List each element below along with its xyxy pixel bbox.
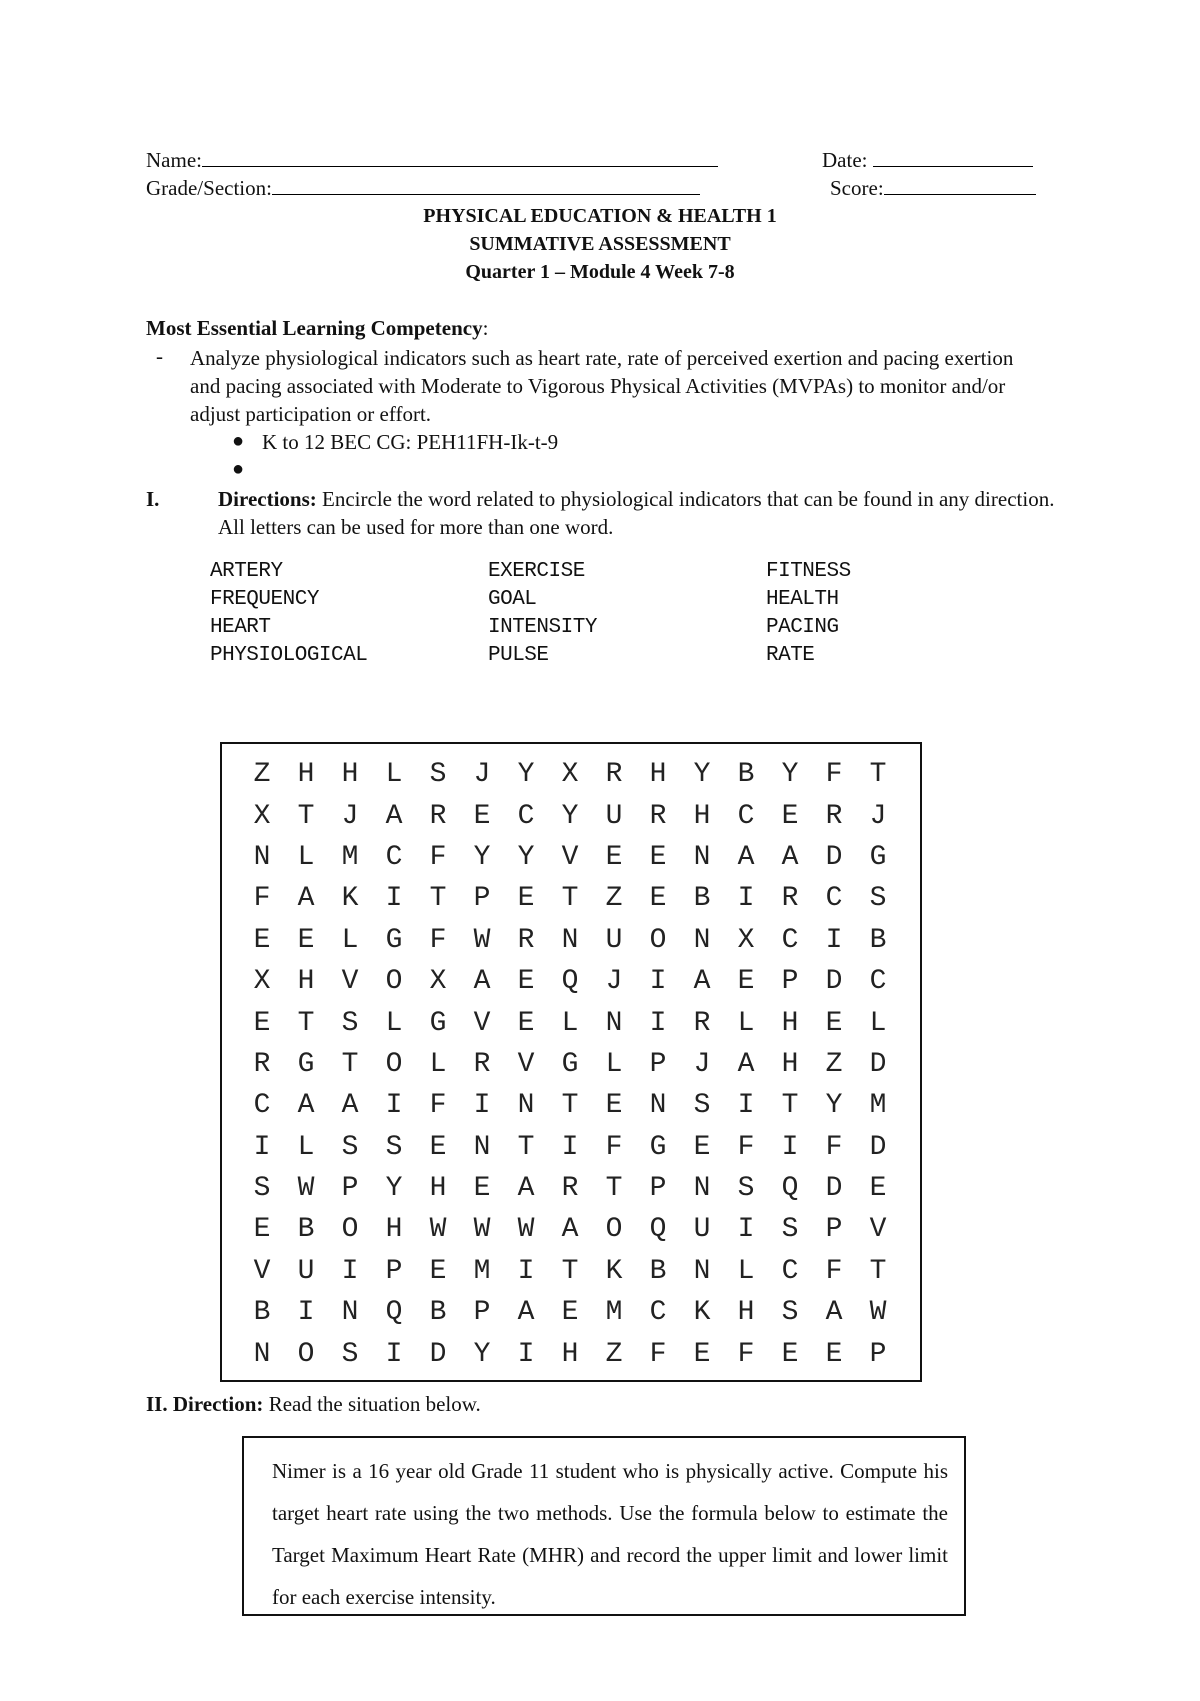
melc-heading-text: Most Essential Learning Competency bbox=[146, 316, 483, 340]
grid-letter[interactable]: E bbox=[605, 841, 623, 873]
word-item: FREQUENCY bbox=[210, 588, 319, 611]
date-label: Date: bbox=[822, 148, 868, 172]
grid-letter[interactable]: T bbox=[561, 883, 579, 915]
grid-letter[interactable]: N bbox=[649, 1090, 667, 1122]
grid-letter[interactable]: S bbox=[341, 1007, 359, 1039]
grid-letter[interactable]: C bbox=[517, 800, 535, 832]
situation-text: Nimer is a 16 year old Grade 11 student who is physically active. Compute his target heart rate using the two methods. Use the formula below to estimate the Target Maximum Heart Rate (MHR) and record the upper limit and lower limit for each exercise intensity. bbox=[272, 1459, 948, 1609]
grid-letter[interactable]: D bbox=[869, 1131, 887, 1163]
grid-letter[interactable]: O bbox=[385, 966, 403, 998]
grid-letter[interactable]: S bbox=[253, 1173, 271, 1205]
grid-row bbox=[240, 795, 900, 836]
grid-letter[interactable]: Y bbox=[517, 759, 535, 791]
grid-letter[interactable]: W bbox=[517, 1214, 535, 1246]
date-blank[interactable] bbox=[873, 146, 1033, 167]
grid-letter[interactable]: V bbox=[561, 841, 579, 873]
grid-letter[interactable]: T bbox=[869, 1255, 887, 1287]
grid-letter[interactable]: N bbox=[253, 1338, 271, 1370]
grid-letter[interactable]: J bbox=[869, 800, 887, 832]
grid-letter[interactable]: C bbox=[253, 1090, 271, 1122]
grid-letter[interactable]: E bbox=[517, 966, 535, 998]
grid-letter[interactable]: T bbox=[341, 1048, 359, 1080]
grid-letter[interactable]: H bbox=[561, 1338, 579, 1370]
grid-letter[interactable]: E bbox=[253, 1007, 271, 1039]
grid-letter[interactable]: H bbox=[649, 759, 667, 791]
name-blank[interactable] bbox=[202, 146, 718, 167]
grid-letter[interactable]: X bbox=[253, 800, 271, 832]
word-item: INTENSITY bbox=[488, 616, 597, 639]
grid-letter[interactable]: S bbox=[429, 759, 447, 791]
part1-directions-label: Directions: bbox=[218, 487, 317, 511]
grid-letter[interactable]: A bbox=[341, 1090, 359, 1122]
part1-directions bbox=[218, 485, 1058, 541]
grid-letter[interactable]: L bbox=[385, 759, 403, 791]
grid-row bbox=[240, 1292, 900, 1333]
grid-letter[interactable]: H bbox=[693, 800, 711, 832]
grid-letter[interactable]: J bbox=[341, 800, 359, 832]
grid-letter[interactable]: A bbox=[561, 1214, 579, 1246]
grid-letter[interactable]: E bbox=[737, 966, 755, 998]
part2-label: II. Direction: bbox=[146, 1392, 264, 1416]
grid-letter[interactable]: E bbox=[253, 924, 271, 956]
grid-letter[interactable]: I bbox=[517, 1338, 535, 1370]
grid-letter[interactable]: R bbox=[825, 800, 843, 832]
grid-letter[interactable]: T bbox=[297, 1007, 315, 1039]
word-item: PULSE bbox=[488, 644, 549, 667]
grid-row bbox=[240, 1333, 900, 1374]
grid-letter[interactable]: S bbox=[341, 1338, 359, 1370]
grid-letter[interactable]: P bbox=[473, 1297, 491, 1329]
score-blank[interactable] bbox=[884, 174, 1036, 195]
grid-letter[interactable]: E bbox=[825, 1007, 843, 1039]
word-list-col3 bbox=[766, 558, 851, 670]
grid-letter[interactable]: S bbox=[737, 1173, 755, 1205]
grid-letter[interactable]: Z bbox=[605, 1338, 623, 1370]
melc-heading bbox=[146, 316, 488, 341]
grid-letter[interactable]: J bbox=[693, 1048, 711, 1080]
grid-letter[interactable]: B bbox=[297, 1214, 315, 1246]
grid-letter[interactable]: X bbox=[737, 924, 755, 956]
grid-letter[interactable]: L bbox=[385, 1007, 403, 1039]
grid-letter[interactable]: R bbox=[429, 800, 447, 832]
grid-letter[interactable]: N bbox=[693, 1255, 711, 1287]
grid-letter[interactable]: E bbox=[649, 883, 667, 915]
grid-letter[interactable]: U bbox=[297, 1255, 315, 1287]
grid-row bbox=[240, 1085, 900, 1126]
grid-letter[interactable]: O bbox=[341, 1214, 359, 1246]
grid-letter[interactable]: A bbox=[517, 1173, 535, 1205]
grid-letter[interactable]: E bbox=[869, 1173, 887, 1205]
grid-letter[interactable]: T bbox=[869, 759, 887, 791]
grid-letter[interactable]: Y bbox=[473, 1338, 491, 1370]
grid-letter[interactable]: Y bbox=[517, 841, 535, 873]
grid-letter[interactable]: B bbox=[869, 924, 887, 956]
part2-direction bbox=[146, 1392, 481, 1417]
grid-letter[interactable]: X bbox=[561, 759, 579, 791]
grid-letter[interactable]: N bbox=[693, 1173, 711, 1205]
grid-letter[interactable]: J bbox=[473, 759, 491, 791]
part1-directions-text: Encircle the word related to physiological indicators that can be found in any direction. All letters can be used for more than one word. bbox=[218, 487, 1055, 539]
grid-letter[interactable]: S bbox=[781, 1214, 799, 1246]
grid-letter[interactable]: L bbox=[869, 1007, 887, 1039]
grid-letter[interactable]: O bbox=[385, 1048, 403, 1080]
grid-letter[interactable]: U bbox=[605, 800, 623, 832]
grid-letter[interactable]: T bbox=[561, 1255, 579, 1287]
grid-letter[interactable]: P bbox=[473, 883, 491, 915]
grid-letter[interactable]: P bbox=[385, 1255, 403, 1287]
grid-row bbox=[240, 878, 900, 919]
grid-letter[interactable]: R bbox=[605, 759, 623, 791]
grid-letter[interactable]: E bbox=[429, 1255, 447, 1287]
grid-letter[interactable]: L bbox=[737, 1255, 755, 1287]
situation-box bbox=[242, 1436, 966, 1616]
word-item: ARTERY bbox=[210, 560, 283, 583]
grid-letter[interactable]: A bbox=[297, 883, 315, 915]
grid-letter[interactable]: L bbox=[605, 1048, 623, 1080]
grid-letter[interactable]: F bbox=[429, 1090, 447, 1122]
melc-code: K to 12 BEC CG: PEH11FH-Ik-t-9 bbox=[262, 430, 559, 454]
grid-row bbox=[240, 920, 900, 961]
grid-letter[interactable]: Z bbox=[253, 759, 271, 791]
grid-letter[interactable]: C bbox=[649, 1297, 667, 1329]
grid-letter[interactable]: W bbox=[297, 1173, 315, 1205]
grid-letter[interactable]: G bbox=[385, 924, 403, 956]
grid-row bbox=[240, 1002, 900, 1043]
grid-letter[interactable]: C bbox=[869, 966, 887, 998]
grid-letter[interactable]: S bbox=[693, 1090, 711, 1122]
grid-letter[interactable]: T bbox=[517, 1131, 535, 1163]
word-item: PACING bbox=[766, 616, 839, 639]
grid-letter[interactable]: F bbox=[737, 1338, 755, 1370]
grid-letter[interactable]: F bbox=[825, 1255, 843, 1287]
grid-letter[interactable]: S bbox=[869, 883, 887, 915]
grid-letter[interactable]: P bbox=[869, 1338, 887, 1370]
grid-letter[interactable]: N bbox=[561, 924, 579, 956]
grid-letter[interactable]: F bbox=[253, 883, 271, 915]
grid-letter[interactable]: Y bbox=[561, 800, 579, 832]
grid-letter[interactable]: H bbox=[429, 1173, 447, 1205]
grid-letter[interactable]: X bbox=[429, 966, 447, 998]
grid-letter[interactable]: I bbox=[253, 1131, 271, 1163]
grid-row bbox=[240, 1209, 900, 1250]
grid-letter[interactable]: B bbox=[737, 759, 755, 791]
grid-letter[interactable]: V bbox=[869, 1214, 887, 1246]
grid-letter[interactable]: A bbox=[737, 841, 755, 873]
grid-letter[interactable]: P bbox=[781, 966, 799, 998]
grid-letter[interactable]: K bbox=[693, 1297, 711, 1329]
grid-letter[interactable]: E bbox=[649, 841, 667, 873]
grid-letter[interactable]: F bbox=[605, 1131, 623, 1163]
grid-letter[interactable]: I bbox=[385, 883, 403, 915]
grid-letter[interactable]: S bbox=[385, 1131, 403, 1163]
part1-number: I. bbox=[146, 487, 160, 511]
grid-letter[interactable]: E bbox=[297, 924, 315, 956]
grade-section-blank[interactable] bbox=[272, 174, 700, 195]
grid-letter[interactable]: F bbox=[429, 841, 447, 873]
grid-letter[interactable]: H bbox=[297, 966, 315, 998]
melc-dash: - bbox=[156, 344, 163, 368]
grid-letter[interactable]: G bbox=[561, 1048, 579, 1080]
grid-row bbox=[240, 961, 900, 1002]
grid-letter[interactable]: M bbox=[605, 1297, 623, 1329]
grid-letter[interactable]: T bbox=[781, 1090, 799, 1122]
grid-letter[interactable]: W bbox=[429, 1214, 447, 1246]
grid-letter[interactable]: D bbox=[869, 1048, 887, 1080]
grid-letter[interactable]: F bbox=[429, 924, 447, 956]
name-field[interactable] bbox=[146, 146, 718, 173]
grid-letter[interactable]: E bbox=[429, 1131, 447, 1163]
grid-letter[interactable]: V bbox=[473, 1007, 491, 1039]
grid-letter[interactable]: P bbox=[649, 1173, 667, 1205]
grid-letter[interactable]: C bbox=[781, 924, 799, 956]
grid-letter[interactable]: S bbox=[341, 1131, 359, 1163]
grid-letter[interactable]: I bbox=[341, 1255, 359, 1287]
grid-letter[interactable]: S bbox=[781, 1297, 799, 1329]
grid-letter[interactable]: F bbox=[649, 1338, 667, 1370]
word-list-col2 bbox=[488, 558, 597, 670]
title-assessment: SUMMATIVE ASSESSMENT bbox=[469, 233, 731, 255]
grid-letter[interactable]: X bbox=[253, 966, 271, 998]
grid-letter[interactable]: P bbox=[825, 1214, 843, 1246]
word-item: HEART bbox=[210, 616, 271, 639]
grid-letter[interactable]: L bbox=[341, 924, 359, 956]
grid-letter[interactable]: L bbox=[429, 1048, 447, 1080]
grid-letter[interactable]: A bbox=[825, 1297, 843, 1329]
grid-letter[interactable]: E bbox=[517, 1007, 535, 1039]
grid-letter[interactable]: U bbox=[693, 1214, 711, 1246]
grid-letter[interactable]: I bbox=[473, 1090, 491, 1122]
bullet-icon-2: ● bbox=[232, 458, 245, 480]
grid-letter[interactable]: C bbox=[737, 800, 755, 832]
grid-letter[interactable]: Z bbox=[605, 883, 623, 915]
grid-letter[interactable]: E bbox=[781, 1338, 799, 1370]
grid-letter[interactable]: H bbox=[341, 759, 359, 791]
grid-letter[interactable]: Q bbox=[385, 1297, 403, 1329]
grid-letter[interactable]: I bbox=[649, 1007, 667, 1039]
grid-letter[interactable]: T bbox=[429, 883, 447, 915]
grid-letter[interactable]: K bbox=[341, 883, 359, 915]
grid-letter[interactable]: N bbox=[693, 924, 711, 956]
grid-letter[interactable]: I bbox=[385, 1338, 403, 1370]
grid-letter[interactable]: Q bbox=[781, 1173, 799, 1205]
word-item: RATE bbox=[766, 644, 815, 667]
grid-letter[interactable]: A bbox=[737, 1048, 755, 1080]
grid-letter[interactable]: A bbox=[693, 966, 711, 998]
grid-letter[interactable]: E bbox=[825, 1338, 843, 1370]
grid-letter[interactable]: F bbox=[737, 1131, 755, 1163]
grid-letter[interactable]: N bbox=[693, 841, 711, 873]
grid-letter[interactable]: T bbox=[605, 1173, 623, 1205]
grid-letter[interactable]: R bbox=[649, 800, 667, 832]
grid-letter[interactable]: N bbox=[341, 1297, 359, 1329]
grid-letter[interactable]: D bbox=[825, 841, 843, 873]
grid-letter[interactable]: T bbox=[561, 1090, 579, 1122]
score-label: Score: bbox=[830, 176, 884, 200]
grid-letter[interactable]: E bbox=[473, 1173, 491, 1205]
grid-row bbox=[240, 1044, 900, 1085]
grid-letter[interactable]: E bbox=[473, 800, 491, 832]
grid-letter[interactable]: H bbox=[781, 1007, 799, 1039]
grid-letter[interactable]: W bbox=[473, 924, 491, 956]
grid-letter[interactable]: E bbox=[781, 800, 799, 832]
grid-letter[interactable]: H bbox=[297, 759, 315, 791]
grid-letter[interactable]: P bbox=[649, 1048, 667, 1080]
grid-letter[interactable]: Y bbox=[473, 841, 491, 873]
grid-letter[interactable]: R bbox=[693, 1007, 711, 1039]
grid-letter[interactable]: N bbox=[517, 1090, 535, 1122]
grid-letter[interactable]: B bbox=[693, 883, 711, 915]
grid-letter[interactable]: I bbox=[385, 1090, 403, 1122]
grid-row bbox=[240, 1251, 900, 1292]
grid-letter[interactable]: L bbox=[297, 1131, 315, 1163]
grid-letter[interactable]: I bbox=[649, 966, 667, 998]
melc-heading-colon: : bbox=[482, 316, 489, 340]
grid-letter[interactable]: E bbox=[253, 1214, 271, 1246]
grid-letter[interactable]: Z bbox=[825, 1048, 843, 1080]
grid-letter[interactable]: N bbox=[473, 1131, 491, 1163]
grid-letter[interactable]: I bbox=[517, 1255, 535, 1287]
word-search-grid bbox=[240, 754, 900, 1375]
grid-letter[interactable]: J bbox=[605, 966, 623, 998]
grid-row bbox=[240, 1168, 900, 1209]
grid-letter[interactable]: O bbox=[649, 924, 667, 956]
grid-letter[interactable]: I bbox=[737, 1090, 755, 1122]
grid-letter[interactable]: M bbox=[473, 1255, 491, 1287]
word-item: EXERCISE bbox=[488, 560, 585, 583]
grid-letter[interactable]: Y bbox=[385, 1173, 403, 1205]
grid-letter[interactable]: R bbox=[781, 883, 799, 915]
grid-letter[interactable]: C bbox=[781, 1255, 799, 1287]
grid-letter[interactable]: C bbox=[385, 841, 403, 873]
word-item: HEALTH bbox=[766, 588, 839, 611]
grid-letter[interactable]: E bbox=[605, 1090, 623, 1122]
word-item: GOAL bbox=[488, 588, 537, 611]
grid-letter[interactable]: L bbox=[737, 1007, 755, 1039]
grid-letter[interactable]: W bbox=[473, 1214, 491, 1246]
grid-letter[interactable]: N bbox=[605, 1007, 623, 1039]
grid-letter[interactable]: P bbox=[341, 1173, 359, 1205]
grid-letter[interactable]: N bbox=[253, 841, 271, 873]
word-item: FITNESS bbox=[766, 560, 851, 583]
title-quarter: Quarter 1 – Module 4 Week 7-8 bbox=[465, 261, 735, 283]
grid-letter[interactable]: Y bbox=[693, 759, 711, 791]
grid-letter[interactable]: R bbox=[561, 1173, 579, 1205]
grid-letter[interactable]: F bbox=[825, 1131, 843, 1163]
grid-letter[interactable]: V bbox=[517, 1048, 535, 1080]
grid-letter[interactable]: A bbox=[517, 1297, 535, 1329]
grid-letter[interactable]: O bbox=[605, 1214, 623, 1246]
grid-letter[interactable]: G bbox=[429, 1007, 447, 1039]
grid-letter[interactable]: R bbox=[253, 1048, 271, 1080]
grid-letter[interactable]: B bbox=[429, 1297, 447, 1329]
grid-letter[interactable]: Y bbox=[825, 1090, 843, 1122]
name-label: Name: bbox=[146, 148, 202, 172]
grid-letter[interactable]: Q bbox=[561, 966, 579, 998]
grid-letter[interactable]: L bbox=[561, 1007, 579, 1039]
grid-letter[interactable]: K bbox=[605, 1255, 623, 1287]
grid-letter[interactable]: O bbox=[297, 1338, 315, 1370]
grid-letter[interactable]: R bbox=[473, 1048, 491, 1080]
title-subject: PHYSICAL EDUCATION & HEALTH 1 bbox=[423, 205, 777, 227]
score-field[interactable] bbox=[830, 174, 1036, 201]
bullet-icon-1: ● bbox=[232, 430, 245, 452]
grid-letter[interactable]: L bbox=[297, 841, 315, 873]
word-item: PHYSIOLOGICAL bbox=[210, 644, 368, 667]
part2-text: Read the situation below. bbox=[268, 1392, 481, 1416]
grid-letter[interactable]: A bbox=[473, 966, 491, 998]
grid-row bbox=[240, 837, 900, 878]
melc-text: Analyze physiological indicators such as heart rate, rate of perceived exertion and pacing exertion and pacing associated with Moderate to Vigorous Physical Activities (MVPAs) to monitor and/or adjust participation or effort. bbox=[190, 346, 1014, 426]
word-list-col1 bbox=[210, 558, 367, 670]
date-field[interactable] bbox=[822, 146, 1033, 173]
grid-letter[interactable]: F bbox=[825, 759, 843, 791]
grid-letter[interactable]: A bbox=[385, 800, 403, 832]
grid-letter[interactable]: W bbox=[869, 1297, 887, 1329]
word-search-box bbox=[220, 742, 922, 1382]
grade-section-label: Grade/Section: bbox=[146, 176, 272, 200]
grid-letter[interactable]: U bbox=[605, 924, 623, 956]
grid-letter[interactable]: E bbox=[561, 1297, 579, 1329]
grid-letter[interactable]: A bbox=[297, 1090, 315, 1122]
grid-letter[interactable]: B bbox=[649, 1255, 667, 1287]
grid-letter[interactable]: Y bbox=[781, 759, 799, 791]
grid-letter[interactable]: D bbox=[825, 1173, 843, 1205]
grid-letter[interactable]: I bbox=[737, 883, 755, 915]
grid-letter[interactable]: I bbox=[737, 1214, 755, 1246]
grid-letter[interactable]: E bbox=[517, 883, 535, 915]
grid-letter[interactable]: Q bbox=[649, 1214, 667, 1246]
grid-letter[interactable]: E bbox=[693, 1338, 711, 1370]
grid-letter[interactable]: I bbox=[297, 1297, 315, 1329]
grid-letter[interactable]: E bbox=[693, 1131, 711, 1163]
grid-letter[interactable]: D bbox=[825, 966, 843, 998]
grid-letter[interactable]: V bbox=[253, 1255, 271, 1287]
grid-letter[interactable]: V bbox=[341, 966, 359, 998]
grid-letter[interactable]: G bbox=[297, 1048, 315, 1080]
grid-letter[interactable]: R bbox=[517, 924, 535, 956]
grid-row bbox=[240, 1127, 900, 1168]
grid-letter[interactable]: I bbox=[561, 1131, 579, 1163]
grid-letter[interactable]: D bbox=[429, 1338, 447, 1370]
grid-letter[interactable]: C bbox=[825, 883, 843, 915]
grid-letter[interactable]: A bbox=[781, 841, 799, 873]
grid-letter[interactable]: M bbox=[341, 841, 359, 873]
grid-letter[interactable]: T bbox=[297, 800, 315, 832]
grid-letter[interactable]: I bbox=[781, 1131, 799, 1163]
grid-letter[interactable]: H bbox=[385, 1214, 403, 1246]
grid-letter[interactable]: H bbox=[737, 1297, 755, 1329]
grid-letter[interactable]: B bbox=[253, 1297, 271, 1329]
grid-letter[interactable]: I bbox=[825, 924, 843, 956]
grade-section-field[interactable] bbox=[146, 174, 700, 201]
grid-letter[interactable]: G bbox=[649, 1131, 667, 1163]
grid-letter[interactable]: H bbox=[781, 1048, 799, 1080]
grid-letter[interactable]: G bbox=[869, 841, 887, 873]
grid-row bbox=[240, 754, 900, 795]
grid-letter[interactable]: M bbox=[869, 1090, 887, 1122]
